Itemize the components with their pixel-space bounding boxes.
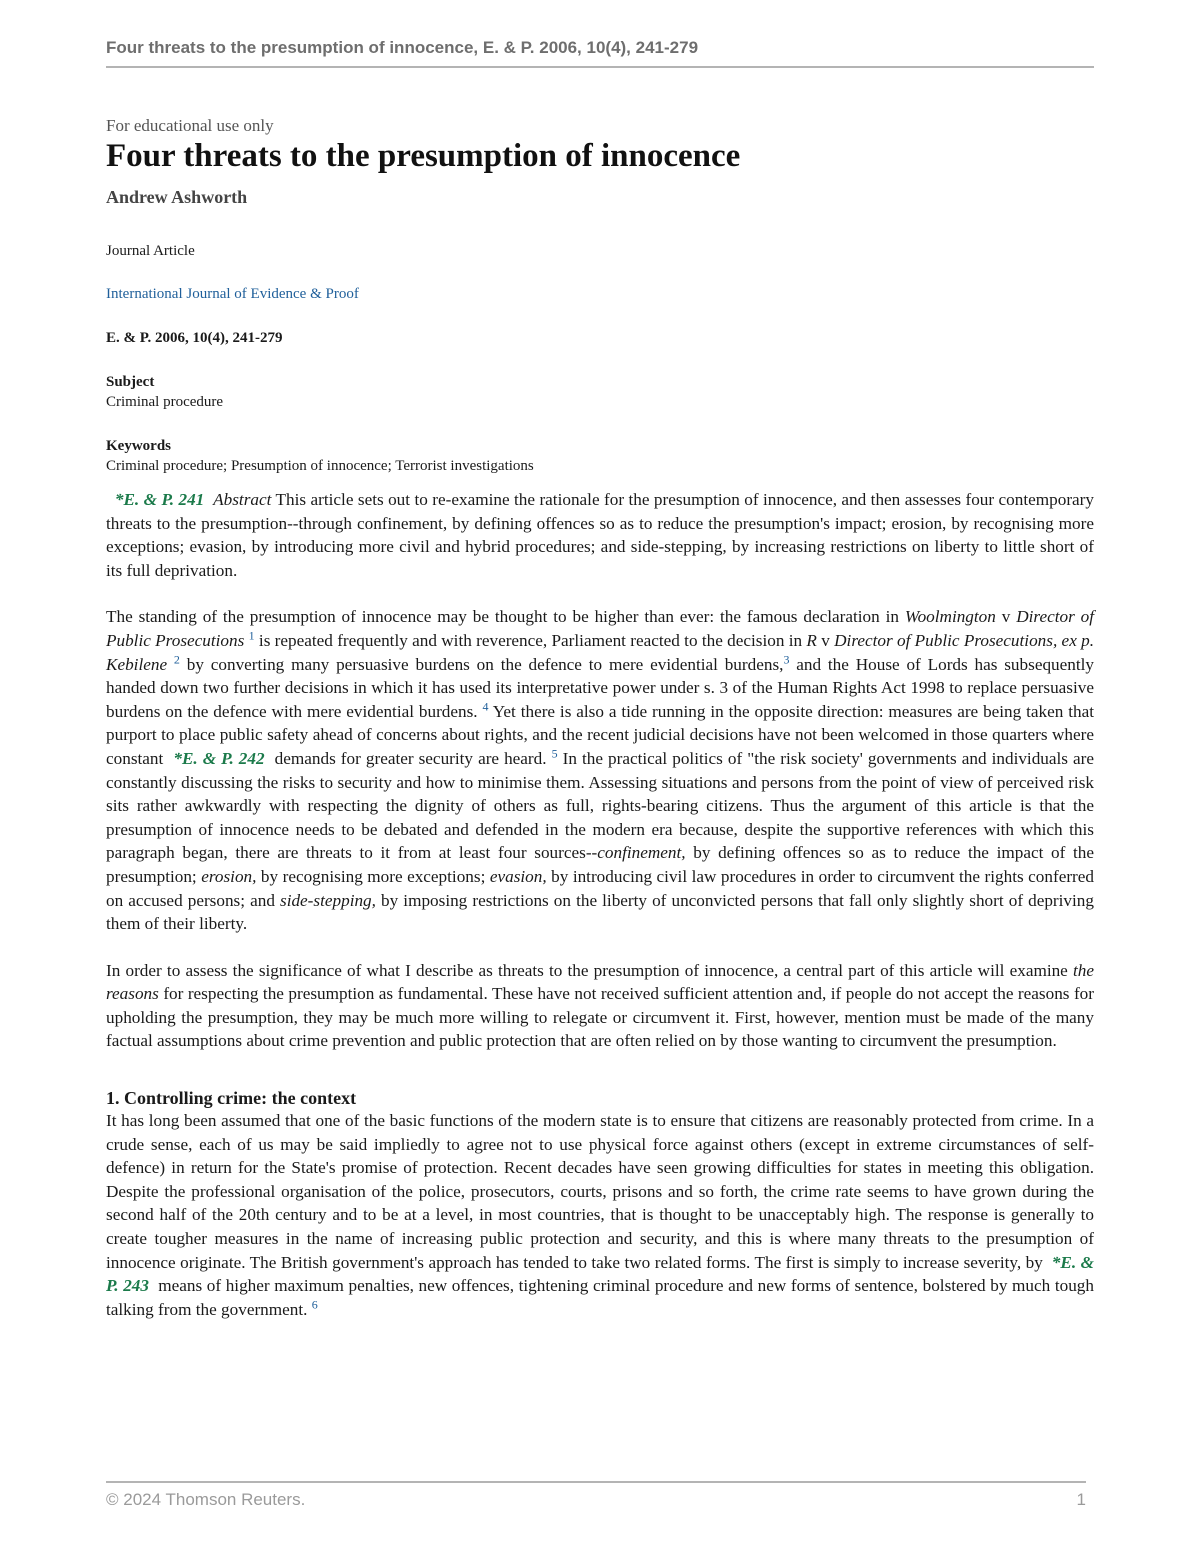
page-title: Four threats to the presumption of innocence bbox=[106, 138, 741, 174]
footnote-6-link[interactable]: 6 bbox=[311, 1297, 318, 1312]
paragraph-1 bbox=[106, 605, 1094, 935]
case-name: Woolmington bbox=[904, 607, 996, 627]
text-run: demands for greater security are heard. bbox=[269, 748, 547, 768]
section-heading: 1. Controlling crime: the context bbox=[106, 1088, 357, 1109]
journal-link[interactable]: International Journal of Evidence & Proof bbox=[106, 286, 359, 302]
star-page-242: *E. & P. 242 bbox=[173, 748, 265, 768]
text-run: for respecting the presumption as fundamental. These have not received sufficient attention and, if people do not accept the reasons for upholding the presumption, they may be much more willing to relegate or circumvent it. First, however, mention must be made of the many factual assumptions about crime prevention and public protection that are often relied on by those wanting to circumvent the presumption. bbox=[106, 984, 1094, 1051]
emphasis: erosion, bbox=[201, 866, 257, 886]
educational-note: For educational use only bbox=[106, 116, 274, 135]
star-page-243: *E. & P. 243 bbox=[106, 1252, 1094, 1296]
abstract-text: This article sets out to re-examine the rationale for the presumption of innocence, and then assesses four contemporary threats to the presumption--through confinement, by defining offences so as to reduce the presumption's impact; erosion, by recognising more exceptions; evasion, by introducing more civil and hybrid procedures; and side-stepping, by increasing restrictions on liberty to little short of its full deprivation. bbox=[106, 490, 1094, 580]
emphasis: side-stepping, bbox=[280, 890, 376, 910]
text-run: is repeated frequently and with reverence, Parliament reacted to the decision in bbox=[254, 630, 807, 650]
page-number: 1 bbox=[1076, 1490, 1086, 1509]
text-run: It has long been assumed that one of the basic functions of the modern state is to ensure that citizens are reasonably protected from crime. In a crude sense, each of us may be said impliedly to agree not to use physical force against others (except in extreme circumstances of self-defence) in return for the State's promise of protection. Recent decades have seen growing difficulties for states in meeting this obligation. Despite the professional organisation of the police, prosecutors, courts, prisons and so forth, the crime rate seems to have grown during the second half of the 20th century and to be at a level, in most countries, that is thought to be unacceptably high. The response is generally to create tougher measures in the name of increasing public protection and security, and this is where many threats to the presumption of innocence originate. The British government's approach has tended to take two related forms. The first is simply to increase severity, by bbox=[106, 1111, 1094, 1272]
author: Andrew Ashworth bbox=[106, 187, 248, 207]
header-divider bbox=[106, 66, 1094, 68]
text-run: In order to assess the significance of what I describe as threats to the presumption of innocence, a central part of this article will examine bbox=[106, 960, 1073, 980]
case-name: Director of Public Prosecutions, ex p. Kebilene bbox=[106, 630, 1095, 674]
emphasis: the reasons bbox=[106, 960, 1094, 1004]
keywords-label: Keywords bbox=[106, 438, 171, 454]
footnote-2-link[interactable]: 2 bbox=[173, 651, 180, 666]
text-run: In the practical politics of "the risk society' governments and individuals are constantly discussing the risks to security and how to minimise them. Assessing situations and persons from the point of view of perceived risk sits rather awkwardly with respecting the dignity of others as full, rights-bearing citizens. Thus the argument of this article is that the presumption of innocence needs to be debated and defended in the modern era because, despite the supportive references with which this paragraph began, there are threats to it from at least four sources-- bbox=[106, 748, 1095, 863]
document-body bbox=[106, 116, 1094, 1321]
paragraph-2 bbox=[106, 959, 1094, 1053]
text-run: by converting many persuasive burdens on the defence to mere evidential burdens, bbox=[179, 654, 784, 674]
footer bbox=[106, 1490, 1086, 1510]
text-run: v bbox=[816, 630, 835, 650]
emphasis: evasion, bbox=[489, 866, 547, 886]
running-header: Four threats to the presumption of innocence, E. & P. 2006, 10(4), 241-279 bbox=[106, 38, 699, 57]
text-run: means of higher maximum penalties, new offences, tightening criminal procedure and new forms of sentence, bolstered by much tough talking from the government. bbox=[106, 1276, 1094, 1319]
footnote-5-link[interactable]: 5 bbox=[551, 746, 558, 761]
text-run: by recognising more exceptions; bbox=[256, 866, 490, 886]
star-page-241: *E. & P. 241 bbox=[114, 490, 205, 509]
text-run: Yet there is also a tide running in the opposite direction: measures are being taken that purport to place public safety ahead of concerns about rights, and the recent judicial decisions have not been welcomed in those quarters where constant bbox=[106, 701, 1095, 768]
subject-value: Criminal procedure bbox=[106, 394, 224, 410]
footnote-1-link[interactable]: 1 bbox=[248, 628, 255, 643]
abstract-heading: Abstract bbox=[213, 490, 272, 509]
text-run: by imposing restrictions on the liberty of unconvicted persons that fall only slightly short of depriving them of their liberty. bbox=[106, 890, 1094, 934]
document-type: Journal Article bbox=[106, 243, 195, 259]
keywords-value: Criminal procedure; Presumption of innocence; Terrorist investigations bbox=[106, 458, 534, 474]
text-run: by defining offences so as to reduce the impact of the presumption; bbox=[106, 843, 1094, 886]
case-name: R bbox=[806, 630, 817, 650]
emphasis: confinement, bbox=[597, 843, 686, 863]
footnote-3-link[interactable]: 3 bbox=[783, 651, 790, 666]
section-1-paragraph bbox=[106, 1109, 1094, 1321]
text-run: v bbox=[995, 607, 1017, 627]
footer-divider bbox=[106, 1481, 1086, 1483]
case-name: Director of Public Prosecutions bbox=[106, 607, 1095, 650]
text-run: by introducing civil law procedures in order to circumvent the rights conferred on accused persons; and bbox=[106, 866, 1094, 910]
text-run: The standing of the presumption of innocence may be thought to be higher than ever: the famous declaration in bbox=[106, 607, 905, 627]
citation: E. & P. 2006, 10(4), 241-279 bbox=[106, 330, 283, 346]
footnote-4-link[interactable]: 4 bbox=[482, 699, 489, 714]
abstract bbox=[106, 488, 1094, 582]
subject-label: Subject bbox=[106, 374, 155, 390]
text-run: and the House of Lords has subsequently handed down two further decisions in which it has used its interpretative power under s. 3 of the Human Rights Act 1998 to replace persuasive burdens on the defence with mere evidential burdens. bbox=[106, 654, 1094, 721]
copyright: © 2024 Thomson Reuters. bbox=[106, 1490, 306, 1509]
